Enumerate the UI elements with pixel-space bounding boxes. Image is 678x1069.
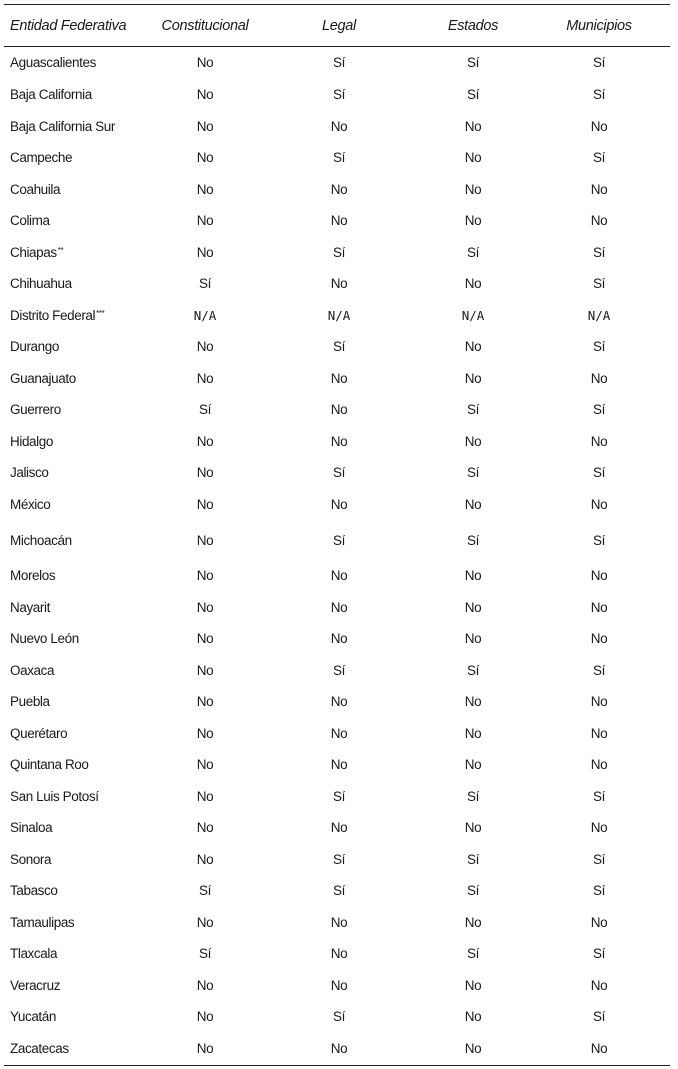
estados-cell: Sí (467, 244, 479, 260)
table-row (4, 394, 670, 426)
entity-name: Hidalgo (10, 433, 53, 449)
constitucional-cell: No (196, 118, 214, 134)
table-row (4, 426, 670, 458)
entity-name-cell (4, 718, 150, 750)
table-row (4, 875, 670, 907)
estados-cell: No (464, 339, 482, 355)
constitucional-cell: No (196, 244, 214, 260)
entity-name-cell (4, 560, 150, 592)
estados-cell: No (464, 1040, 482, 1056)
estados-cell: No (464, 599, 482, 615)
entity-name: Jalisco (10, 465, 49, 481)
municipios-cell: No (590, 118, 608, 134)
legal-cell: No (330, 181, 348, 197)
entity-name: Distrito Federal (10, 307, 96, 323)
footnote-mark: ** (57, 245, 64, 255)
entity-name-cell (4, 655, 150, 687)
estados-cell: No (464, 914, 482, 930)
municipios-cell: Sí (593, 883, 605, 899)
estados-cell: No (464, 276, 482, 292)
municipios-cell: Sí (593, 788, 605, 804)
legal-cell: Sí (333, 244, 345, 260)
estados-cell: No (464, 496, 482, 512)
entity-name: Nayarit (10, 599, 50, 615)
estados-cell: No (464, 820, 482, 836)
legal-cell: No (330, 820, 348, 836)
entity-name: Tabasco (10, 883, 58, 899)
municipios-cell: No (590, 213, 608, 229)
entity-name: México (10, 496, 51, 512)
estados-cell: Sí (467, 402, 479, 418)
estados-cell: No (464, 568, 482, 584)
table-row (4, 111, 670, 143)
estados-cell: No (464, 150, 482, 166)
constitucional-cell: Sí (199, 946, 211, 962)
estados-cell: Sí (467, 465, 479, 481)
entity-name: Chiapas (10, 244, 57, 260)
estados-cell: No (464, 433, 482, 449)
entity-name-cell (4, 268, 150, 300)
municipios-cell: No (590, 914, 608, 930)
constitucional-cell: No (196, 757, 214, 773)
table-row (4, 812, 670, 844)
entity-name-cell (4, 520, 150, 560)
municipios-cell: Sí (593, 87, 605, 103)
table-bottom-rule (4, 1065, 670, 1066)
legal-cell: Sí (333, 150, 345, 166)
constitucional-cell: No (196, 914, 214, 930)
municipios-cell: Sí (593, 946, 605, 962)
constitucional-cell: Sí (199, 276, 211, 292)
entity-name: Oaxaca (10, 662, 55, 678)
municipios-cell: Sí (593, 276, 605, 292)
constitucional-cell: No (196, 694, 214, 710)
entity-name: Baja California (10, 87, 92, 103)
header-constitucional: Constitucional (161, 17, 249, 34)
legal-cell: No (330, 599, 348, 615)
legal-cell: Sí (333, 851, 345, 867)
entity-name-cell (4, 623, 150, 655)
table-row (4, 1033, 670, 1065)
entity-name: Zacatecas (10, 1040, 69, 1056)
entity-name-cell (4, 907, 150, 939)
constitucional-cell: No (196, 370, 214, 386)
constitucional-cell: No (196, 55, 214, 70)
entity-name-cell (4, 457, 150, 489)
table-row (4, 46, 670, 79)
header-row (4, 5, 670, 46)
legal-cell: No (330, 568, 348, 584)
entity-name-cell (4, 363, 150, 395)
entity-name: Michoacán (10, 532, 72, 548)
table-row (4, 237, 670, 269)
constitucional-cell: No (196, 181, 214, 197)
constitucional-cell: N/A (193, 307, 217, 323)
municipios-cell: Sí (593, 150, 605, 166)
table-row (4, 592, 670, 624)
footnote-mark: *** (96, 308, 105, 318)
municipios-cell: Sí (593, 339, 605, 355)
header-municipios: Municipios (566, 17, 632, 34)
entity-name-cell (4, 300, 150, 332)
estados-cell: N/A (461, 307, 485, 323)
table-row (4, 142, 670, 174)
entity-name: Sonora (10, 851, 52, 867)
municipios-cell: No (590, 725, 608, 741)
table-row (4, 623, 670, 655)
table-row (4, 520, 670, 560)
municipios-cell: No (590, 496, 608, 512)
municipios-cell: No (590, 631, 608, 647)
legal-cell: Sí (333, 662, 345, 678)
estados-cell: Sí (467, 946, 479, 962)
entity-name-cell (4, 781, 150, 813)
municipios-cell: No (590, 370, 608, 386)
legal-cell: No (330, 946, 348, 962)
constitucional-cell: Sí (199, 883, 211, 899)
estados-cell: Sí (467, 55, 479, 70)
entity-name: Morelos (10, 568, 56, 584)
legal-cell: No (330, 977, 348, 993)
municipios-cell: No (590, 820, 608, 836)
estados-cell: No (464, 1009, 482, 1025)
legal-cell: Sí (333, 532, 345, 548)
entities-table (4, 5, 670, 1064)
table-row (4, 749, 670, 781)
legal-cell: No (330, 496, 348, 512)
constitucional-cell: No (196, 725, 214, 741)
municipios-cell: Sí (593, 55, 605, 70)
entity-name: Veracruz (10, 977, 61, 993)
table-row (4, 907, 670, 939)
entity-name: Quintana Roo (10, 757, 89, 773)
constitucional-cell: No (196, 599, 214, 615)
table-row (4, 781, 670, 813)
municipios-cell: No (590, 433, 608, 449)
constitucional-cell: No (196, 631, 214, 647)
table-row (4, 970, 670, 1002)
entity-name: Yucatán (10, 1009, 56, 1025)
constitucional-cell: No (196, 465, 214, 481)
estados-cell: No (464, 118, 482, 134)
constitucional-cell: No (196, 1040, 214, 1056)
table-body (4, 46, 670, 1064)
entity-name: Coahuila (10, 181, 61, 197)
entity-name: Aguascalientes (10, 55, 96, 70)
legal-cell: Sí (333, 788, 345, 804)
table-row (4, 457, 670, 489)
table-row (4, 718, 670, 750)
constitucional-cell: No (196, 568, 214, 584)
entity-name: Puebla (10, 694, 50, 710)
municipios-cell: No (590, 694, 608, 710)
entity-name-cell (4, 174, 150, 206)
constitucional-cell: No (196, 433, 214, 449)
table-row (4, 268, 670, 300)
legal-cell: Sí (333, 339, 345, 355)
constitucional-cell: No (196, 788, 214, 804)
entity-name-cell (4, 111, 150, 143)
table-row (4, 79, 670, 111)
estados-cell: Sí (467, 883, 479, 899)
municipios-cell: No (590, 977, 608, 993)
entity-name-cell (4, 686, 150, 718)
entity-name: Sinaloa (10, 820, 53, 836)
estados-cell: Sí (467, 788, 479, 804)
legal-cell: No (330, 402, 348, 418)
entity-name-cell (4, 394, 150, 426)
table-row (4, 300, 670, 332)
constitucional-cell: Sí (199, 402, 211, 418)
estados-cell: No (464, 213, 482, 229)
constitucional-cell: No (196, 851, 214, 867)
entity-name-cell (4, 592, 150, 624)
entity-name-cell (4, 426, 150, 458)
legal-cell: No (330, 725, 348, 741)
constitucional-cell: No (196, 213, 214, 229)
municipios-cell: Sí (593, 465, 605, 481)
header-legal: Legal (322, 17, 356, 34)
table-row (4, 205, 670, 237)
entity-name: Nuevo León (10, 631, 79, 647)
legal-cell: No (330, 1040, 348, 1056)
table-row (4, 363, 670, 395)
table-row (4, 560, 670, 592)
entity-name-cell (4, 205, 150, 237)
estados-cell: No (464, 631, 482, 647)
municipios-cell: Sí (593, 402, 605, 418)
entity-name-cell (4, 875, 150, 907)
municipios-cell: Sí (593, 851, 605, 867)
entity-name-cell (4, 970, 150, 1002)
table-row (4, 489, 670, 521)
estados-cell: No (464, 757, 482, 773)
table-row (4, 655, 670, 687)
constitucional-cell: No (196, 820, 214, 836)
estados-cell: No (464, 694, 482, 710)
legal-cell: No (330, 631, 348, 647)
constitucional-cell: No (196, 87, 214, 103)
estados-cell: No (464, 370, 482, 386)
entity-name: Colima (10, 213, 50, 229)
entity-name: Querétaro (10, 725, 68, 741)
estados-cell: Sí (467, 851, 479, 867)
table-row (4, 938, 670, 970)
entity-name: Campeche (10, 150, 73, 166)
legal-cell: No (330, 118, 348, 134)
estados-cell: Sí (467, 532, 479, 548)
entity-name-cell (4, 237, 150, 269)
legal-cell: Sí (333, 1009, 345, 1025)
table-row (4, 331, 670, 363)
legal-cell: Sí (333, 55, 345, 70)
constitucional-cell: No (196, 662, 214, 678)
entity-name: San Luis Potosí (10, 788, 99, 804)
legal-cell: No (330, 433, 348, 449)
entity-name-cell (4, 489, 150, 521)
municipios-cell: N/A (587, 307, 611, 323)
table-header (4, 5, 670, 46)
municipios-cell: No (590, 181, 608, 197)
municipios-cell: No (590, 757, 608, 773)
municipios-cell: Sí (593, 532, 605, 548)
entity-name: Tlaxcala (10, 946, 58, 962)
entity-name-cell (4, 79, 150, 111)
entity-name-cell (4, 1001, 150, 1033)
entity-name-cell (4, 844, 150, 876)
header-entidad-federativa: Entidad Federativa (10, 17, 127, 34)
entity-name-cell (4, 46, 150, 79)
constitucional-cell: No (196, 339, 214, 355)
estados-cell: No (464, 977, 482, 993)
entity-name: Tamaulipas (10, 914, 75, 930)
entity-name: Baja California Sur (10, 118, 115, 134)
municipios-cell: No (590, 1040, 608, 1056)
municipios-cell: No (590, 568, 608, 584)
legal-cell: No (330, 213, 348, 229)
estados-cell: Sí (467, 87, 479, 103)
constitucional-cell: No (196, 150, 214, 166)
entity-name-cell (4, 331, 150, 363)
estados-cell: No (464, 181, 482, 197)
legal-cell: Sí (333, 87, 345, 103)
legal-cell: No (330, 370, 348, 386)
constitucional-cell: No (196, 532, 214, 548)
constitucional-cell: No (196, 977, 214, 993)
constitucional-cell: No (196, 1009, 214, 1025)
legal-cell: No (330, 694, 348, 710)
entity-name-cell (4, 142, 150, 174)
estados-cell: No (464, 725, 482, 741)
legal-cell: N/A (327, 307, 351, 323)
entity-name-cell (4, 1033, 150, 1065)
entity-name: Durango (10, 339, 59, 355)
entity-name-cell (4, 938, 150, 970)
table-row (4, 686, 670, 718)
entity-name: Guerrero (10, 402, 61, 418)
municipios-cell: Sí (593, 662, 605, 678)
municipios-cell: No (590, 599, 608, 615)
legal-cell: No (330, 914, 348, 930)
municipios-cell: Sí (593, 244, 605, 260)
entity-name: Chihuahua (10, 276, 72, 292)
table-row (4, 1001, 670, 1033)
table-row (4, 174, 670, 206)
municipios-cell: Sí (593, 1009, 605, 1025)
entity-name-cell (4, 749, 150, 781)
constitucional-cell: No (196, 496, 214, 512)
table-row (4, 844, 670, 876)
legal-cell: Sí (333, 883, 345, 899)
legal-cell: No (330, 757, 348, 773)
entity-name-cell (4, 812, 150, 844)
header-estados: Estados (447, 17, 499, 34)
estados-cell: Sí (467, 662, 479, 678)
legal-cell: Sí (333, 465, 345, 481)
legal-cell: No (330, 276, 348, 292)
entity-name: Guanajuato (10, 370, 76, 386)
